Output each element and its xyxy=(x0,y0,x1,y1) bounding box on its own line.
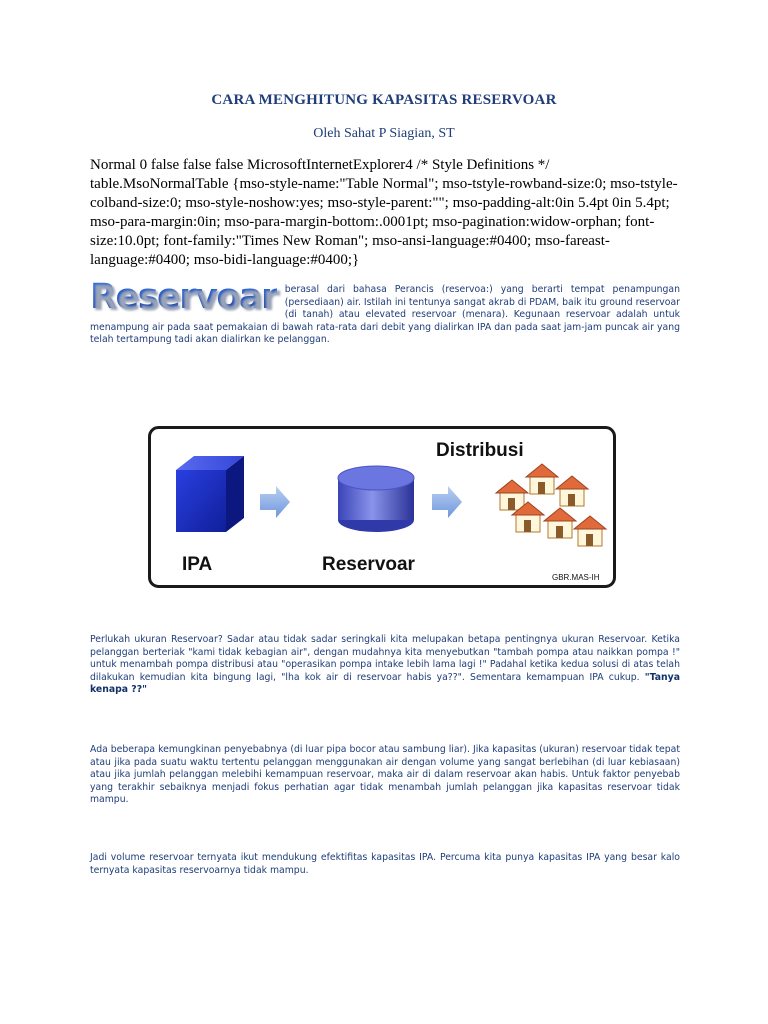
ipa-cube-icon xyxy=(176,456,244,532)
ipa-reservoar-distribusi-diagram xyxy=(148,426,616,588)
intro-text: berasal dari bahasa Perancis (reservoa:) yang berarti tempat penampungan (persediaan) air. Istilah ini tentunya sangat akrab di PDAM, baik itu ground reservoar (di tanah) atau elevated reservoar (menara). Kegunaan reservoar adalah untuk menampung air pada saat pemakaian di bawah rata-rata dari debit yang dialirkan IPA dan pada saat jam-jam puncak air yang telah tertampung tadi akan dialirkan ke pelanggan. xyxy=(90,284,681,345)
diagram-label-distribusi: Distribusi xyxy=(436,440,524,461)
author-line: Oleh Sahat P Siagian, ST xyxy=(313,126,455,141)
intro-paragraph xyxy=(90,277,681,347)
paragraph-kesimpulan: Jadi volume reservoar ternyata ikut mendukung efektifitas kapasitas IPA. Percuma kita punya kapasitas IPA yang besar kalo ternyata kapasitas reservoarnya tidak mampu. xyxy=(90,852,680,876)
reservoar-logo-word: Reservoar xyxy=(90,277,277,317)
diagram-label-reservoar: Reservoar xyxy=(322,554,415,575)
diagram-credit: GBR.MAS-IH xyxy=(552,573,600,582)
page-title: CARA MENGHITUNG KAPASITAS RESERVOAR xyxy=(211,92,557,108)
paragraph-emphasis: "Tanya kenapa ??" xyxy=(90,671,680,695)
paragraph-perlukah xyxy=(90,634,680,697)
paragraph-penyebab: Ada beberapa kemungkinan penyebabnya (di luar pipa bocor atau sambung liar). Jika kapasitas (ukuran) reservoar tidak tepat atau jika pada suatu waktu tertentu pelanggan menggunakan air dengan volume yang sangat berlebihan (di luar kebiasaan) atau jika jumlah pelanggan melebihi kemampuan reservoar, maka air di dalam reservoar akan habis. Untuk faktor penyebab yang terakhir sebaiknya menjadi fokus perhatian agar tidak menambah jumlah pelanggan jika kapasitas reservoar tidak mampu. xyxy=(90,744,680,805)
diagram-label-ipa: IPA xyxy=(182,554,213,575)
style-definitions-text: Normal 0 false false false MicrosoftInternetExplorer4 /* Style Definitions */ table.MsoNormalTable {mso-style-name:"Table Normal"; mso-tstyle-rowband-size:0; mso-tstyle-colband-size:0; mso-style-noshow:yes; mso-style-parent:""; mso-padding-alt:0in 5.4pt 0in 5.4pt; mso-para-margin:0in; mso-para-margin-bottom:.0001pt; mso-pagination:widow-orphan; font-size:10.0pt; font-family:"Times New Roman"; mso-ansi-language:#0400; mso-fareast-language:#0400; mso-bidi-language:#0400;} xyxy=(90,157,678,268)
reservoar-cylinder-icon xyxy=(338,466,414,532)
paragraph-text: Perlukah ukuran Reservoar? Sadar atau tidak sadar seringkali kita melupakan betapa pentingnya ukuran Reservoar. Ketika pelanggan berteriak "kami tidak kebagian air", dengan mudahnya kita menyebutkan "tambah pompa atau naikkan pompa !" untuk menambah pompa distribusi atau "operasikan pompa intake lebih lama lagi !" Padahal ketika kedua solusi di atas telah dilakukan kemudian kita bingung lagi, "lha kok air di reservoar habis ya??". Sementara kemampuan IPA cukup. xyxy=(90,634,680,683)
